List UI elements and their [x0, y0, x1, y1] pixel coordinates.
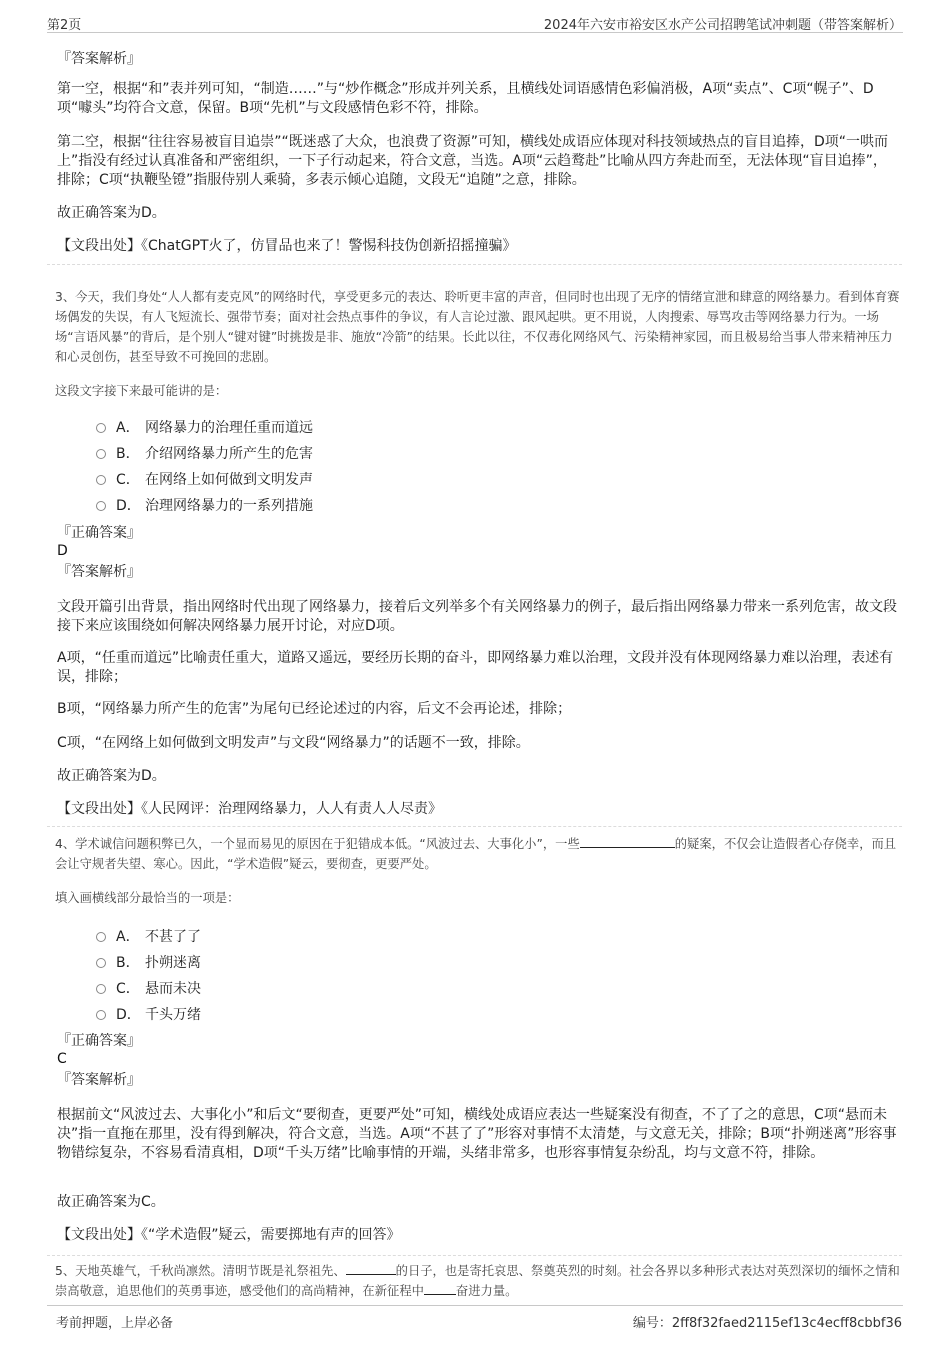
question-divider [47, 1255, 902, 1256]
question-divider [47, 826, 902, 827]
radio-button[interactable] [96, 1010, 106, 1020]
q3-analysis-para3: B项，“网络暴力所产生的危害”为尾句已经论述过的内容，后文不会再论述，排除； [57, 701, 572, 717]
q4-conclusion: 故正确答案为C。 [57, 1194, 165, 1210]
q3-analysis-para1: 文段开篇引出背景，指出网络时代出现了网络暴力，接着后文列举多个有关网络暴力的例子，最后指出网络暴力带来一系列危害，故文段接下来应该围绕如何解决网络暴力展开讨论，对应D项。 [57, 599, 897, 634]
q3-analysis-para4: C项，“在网络上如何做到文明发声”与文段“网络暴力”的话题不一致，排除。 [57, 735, 530, 751]
q2-conclusion: 故正确答案为D。 [57, 205, 166, 221]
answer-blank [580, 835, 675, 848]
radio-button[interactable] [96, 932, 106, 942]
footer-divider [47, 1305, 903, 1306]
q2-analysis-para2: 第二空，根据“往往容易被盲目追崇”“既迷惑了大众，也浪费了资源”可知，横线处成语应体现对科技领域热点的盲目追捧，D项“一哄而上”指没有经过认真准备和严密组织，一下子行动起来，符合文意，当选。A项“云趋鹜赴”比喻从四方奔赴而至，无法体现“盲目追捧”，排除；C项“执鞭坠镫”指服侍别人乘骑，多表示倾心追随，文段无“追随”之意，排除。 [57, 134, 889, 188]
q4-analysis-para1: 根据前文“风波过去、大事化小”和后文“要彻查，更要严处”可知，横线处成语应表达一些疑案没有彻查，不了了之的意思，C项“悬而未决”指一直拖在那里，没有得到解决，符合文意，当选。A项“不甚了了”形容对事情不太清楚，与文意无关，排除；B项“扑朔迷离”形容事物错综复杂，不容易看清真相，D项“千头万绪”比喻事情的开端，头绪非常多，也形容事情复杂纷乱，均与文意不符，排除。 [57, 1107, 897, 1161]
header-divider [47, 32, 903, 33]
q3-analysis-para2: A项，“任重而道远”比喻责任重大，道路又遥远，要经历长期的奋斗，即网络暴力难以治理，文段并没有体现网络暴力难以治理，表述有误，排除； [57, 650, 894, 685]
radio-button[interactable] [96, 423, 106, 433]
q2-source: 【文段出处】《ChatGPT火了，仿冒品也来了！警惕科技伪创新招摇撞骗》 [57, 238, 517, 254]
q4-source: 【文段出处】《“学术造假”疑云，需要掷地有声的回答》 [57, 1227, 401, 1243]
q2-analysis-para1: 第一空，根据“和”表并列可知，“制造……”与“炒作概念”形成并列关系，且横线处词语感情色彩偏消极，A项“卖点”、C项“幌子”、D项“噱头”均符合文意，保留。B项“先机”与文段感情色彩不符，排除。 [57, 81, 874, 116]
answer-blank [346, 1262, 396, 1275]
q3-source: 【文段出处】《人民网评：治理网络暴力，人人有责人人尽责》 [57, 801, 442, 817]
q4-correct-label: 『正确答案』 [57, 1033, 141, 1049]
radio-button[interactable] [96, 501, 106, 511]
q2-analysis-label: 『答案解析』 [57, 51, 141, 67]
q3-correct-label: 『正确答案』 [57, 525, 141, 541]
q4-stem: 4、学术诚信问题积弊已久，一个显而易见的原因在于犯错成本低。“风波过去、大事化小”，一些 的疑案，不仅会让造假者心存侥幸，而且会让守规者失望、寒心。因此，“学术造假”疑云，要彻查，更要严处。 [55, 837, 897, 871]
q4-analysis-label: 『答案解析』 [57, 1072, 141, 1088]
radio-button[interactable] [96, 958, 106, 968]
radio-button[interactable] [96, 475, 106, 485]
document-id: 编号：2ff8f32faed2115ef13c4ecff8cbbf36 [632, 1316, 902, 1331]
page-header [0, 0, 950, 34]
radio-button[interactable] [96, 984, 106, 994]
page-number: 第2页 [47, 18, 82, 33]
answer-blank [424, 1282, 456, 1295]
q5-stem: 5、天地英雄气，千秋尚凛然。清明节既是礼祭祖先、 的日子，也是寄托哀思、祭奠英烈的时刻。社会各界以多种形式表达对英烈深切的缅怀之情和崇高敬意，追思他们的英勇事迹，感受他们的高尚精神，在新征程中 奋进力量。 [55, 1264, 900, 1298]
q4-question: 填入画横线部分最恰当的一项是： [55, 891, 240, 905]
radio-button[interactable] [96, 449, 106, 459]
question-divider [47, 264, 902, 265]
q3-conclusion: 故正确答案为D。 [57, 768, 166, 784]
q3-analysis-label: 『答案解析』 [57, 564, 141, 580]
document-title: 2024年六安市裕安区水产公司招聘笔试冲刺题（带答案解析） [543, 18, 902, 33]
q3-stem: 3、今天，我们身处“人人都有麦克风”的网络时代，享受更多元的表达、聆听更丰富的声音，但同时也出现了无序的情绪宣泄和肆意的网络暴力。看到体育赛场偶发的失误，有人飞短流长、强带节奏；面对社会热点事件的争议，有人言论过激、跟风起哄。更不用说，人肉搜索、辱骂攻击等网络暴力行为。一场场“言语风暴”的背后，是个别人“键对键”时挑拨是非、施放“冷箭”的结果。长此以往，不仅毒化网络风气、污染精神家园，而且极易给当事人带来精神压力和心灵创伤，甚至导致不可挽回的悲剧。 [55, 290, 900, 364]
q3-question: 这段文字接下来最可能讲的是： [55, 384, 228, 398]
q3-correct-answer: D [57, 543, 68, 559]
q4-correct-answer: C [57, 1051, 67, 1067]
footer-slogan: 考前押题，上岸必备 [56, 1316, 174, 1331]
